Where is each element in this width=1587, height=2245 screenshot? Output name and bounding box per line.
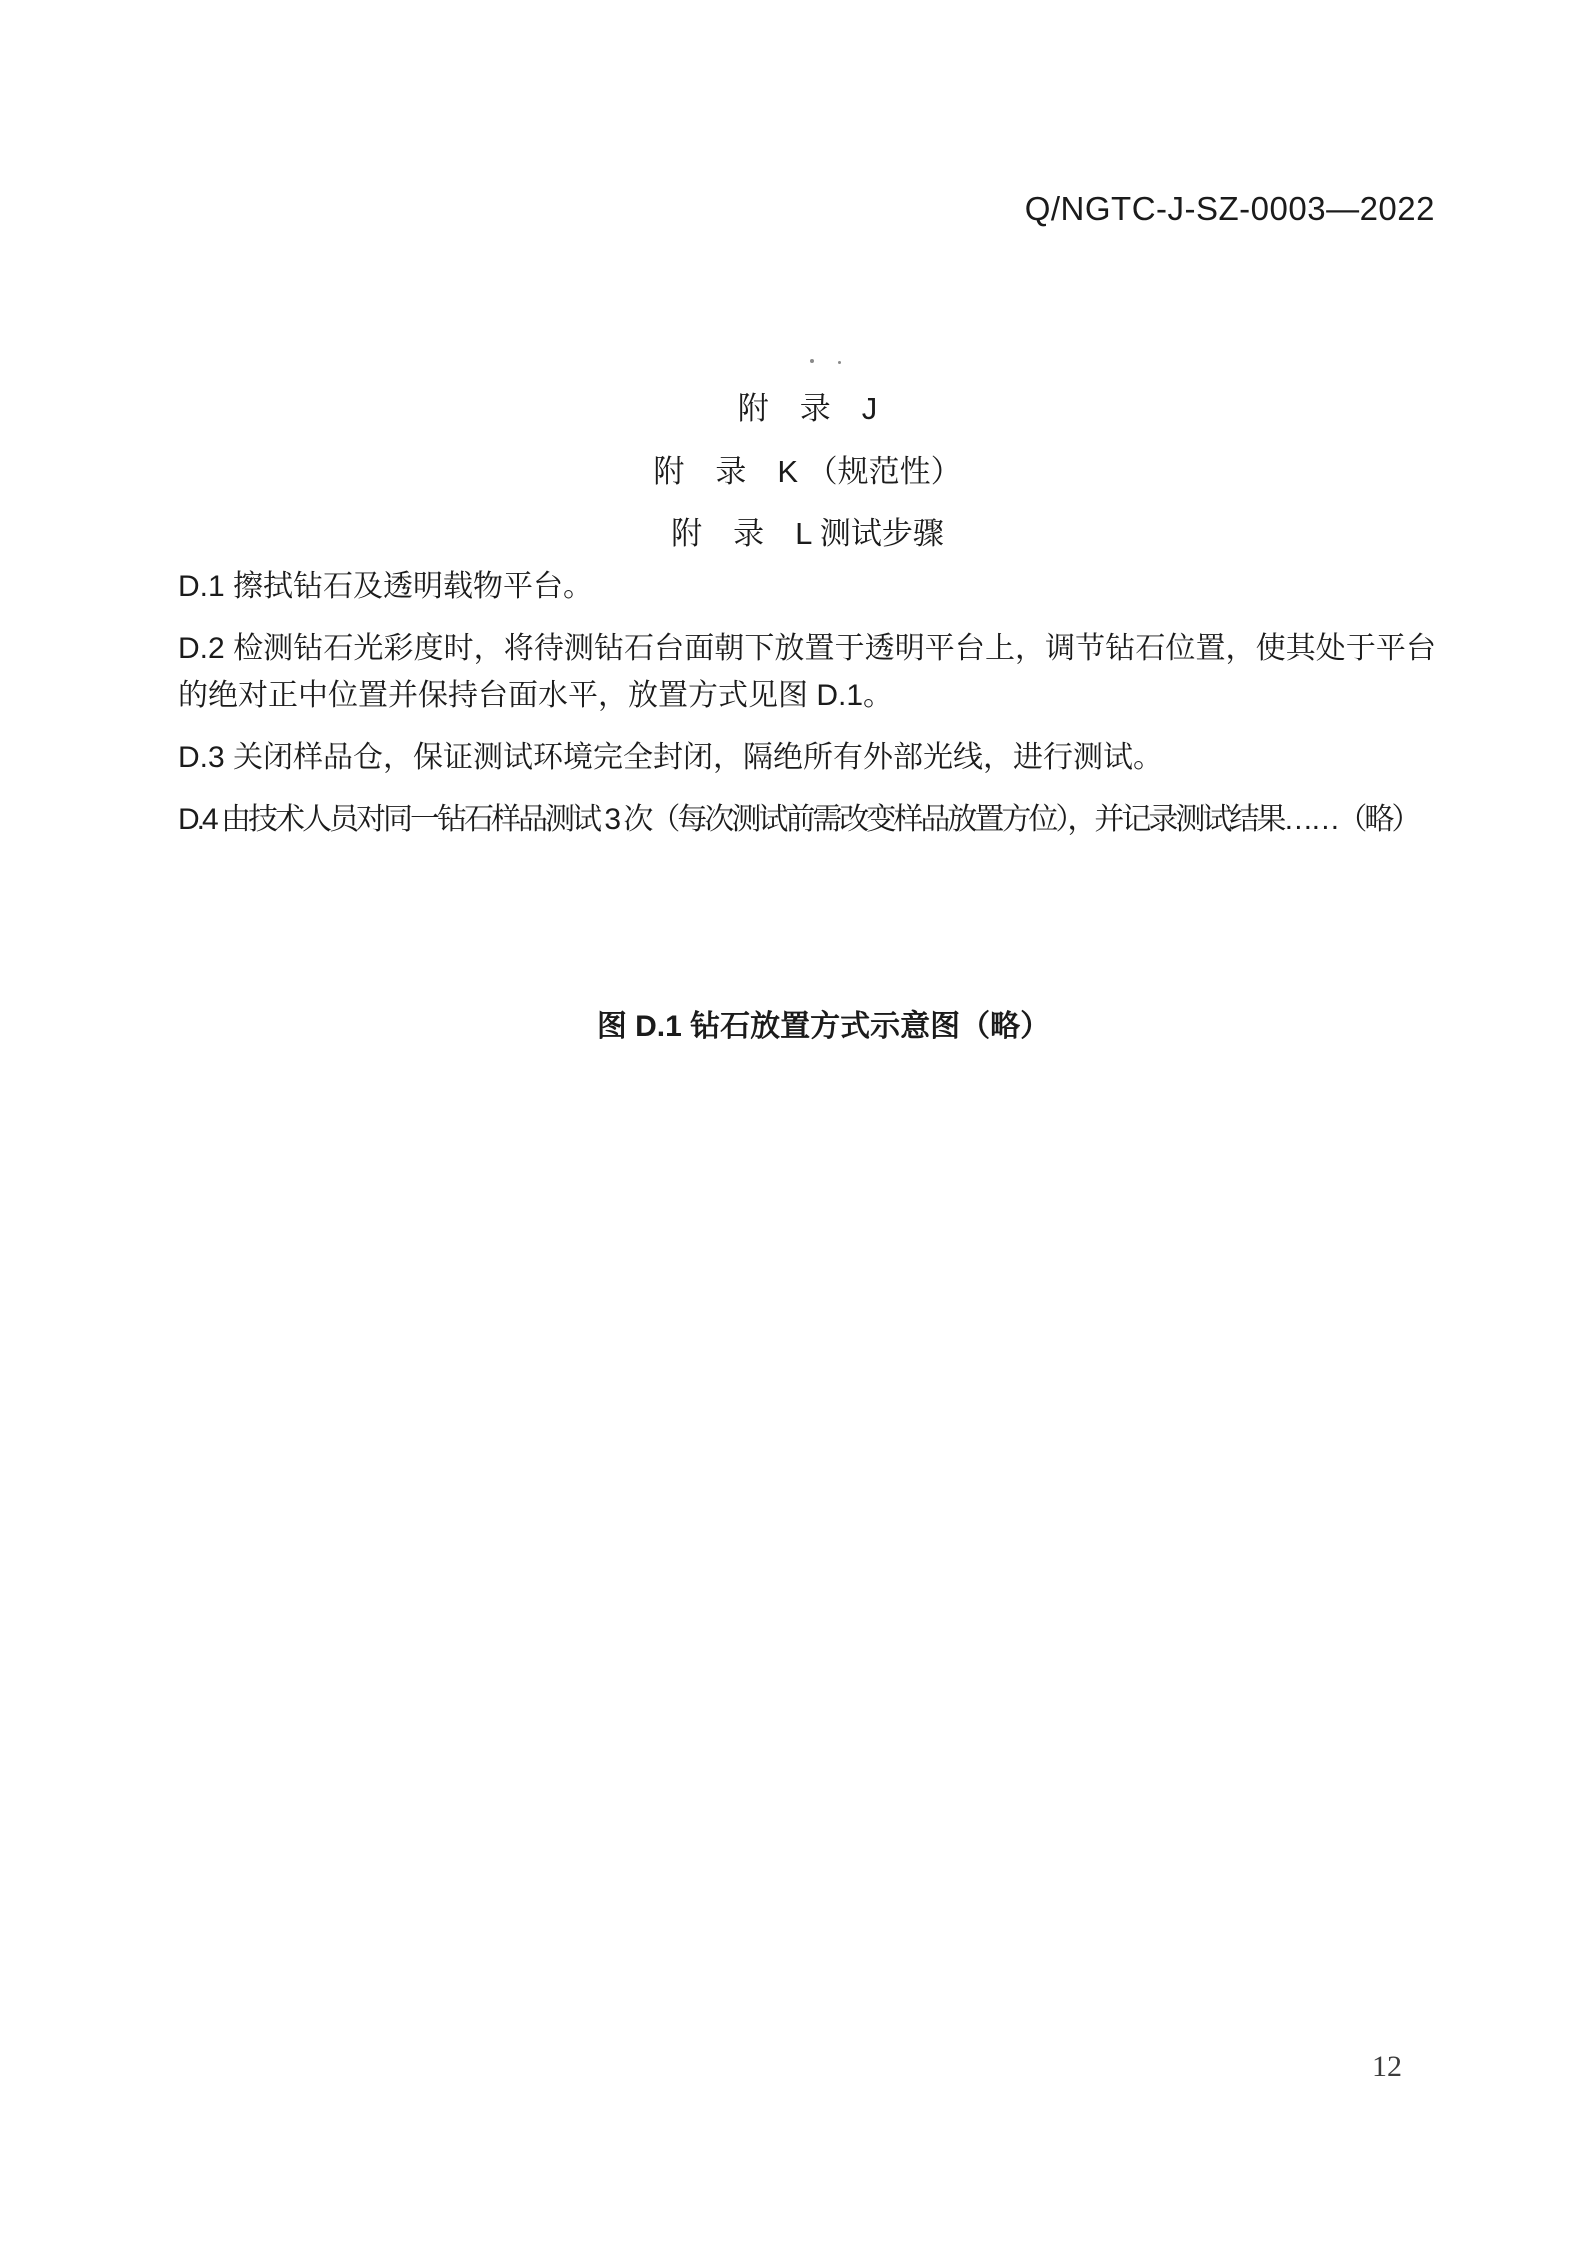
appendix-heading-l: 附 录 L 测试步骤 xyxy=(671,516,944,551)
ink-dot xyxy=(810,359,814,363)
paragraph-d4: D.4 由技术人员对同一钻石样品测试 3 次（每次测试前需改变样品放置方位），并记录测试结果……（略） xyxy=(178,803,1419,836)
appendix-heading-k: 附 录 K （规范性） xyxy=(653,454,962,489)
ink-dot xyxy=(838,361,841,364)
appendix-heading-j: 附 录 J xyxy=(737,391,878,426)
page-number: 12 xyxy=(1372,2050,1402,2083)
figure-caption: 图 D.1 钻石放置方式示意图（略） xyxy=(596,1010,1051,1043)
appendix-body xyxy=(178,563,1436,858)
paragraph-d1: D.1 擦拭钻石及透明载物平台。 xyxy=(178,570,594,603)
standard-number: Q/NGTC-J-SZ-0003—2022 xyxy=(1024,190,1435,227)
paragraph-d2: D.2 检测钻石光彩度时，将待测钻石台面朝下放置于透明平台上，调节钻石位置，使其处于平台的绝对正中位置并保持台面水平，放置方式见图 D.1。 xyxy=(178,632,1436,712)
paragraph-d3: D.3 关闭样品仓，保证测试环境完全封闭，隔绝所有外部光线，进行测试。 xyxy=(178,741,1164,774)
